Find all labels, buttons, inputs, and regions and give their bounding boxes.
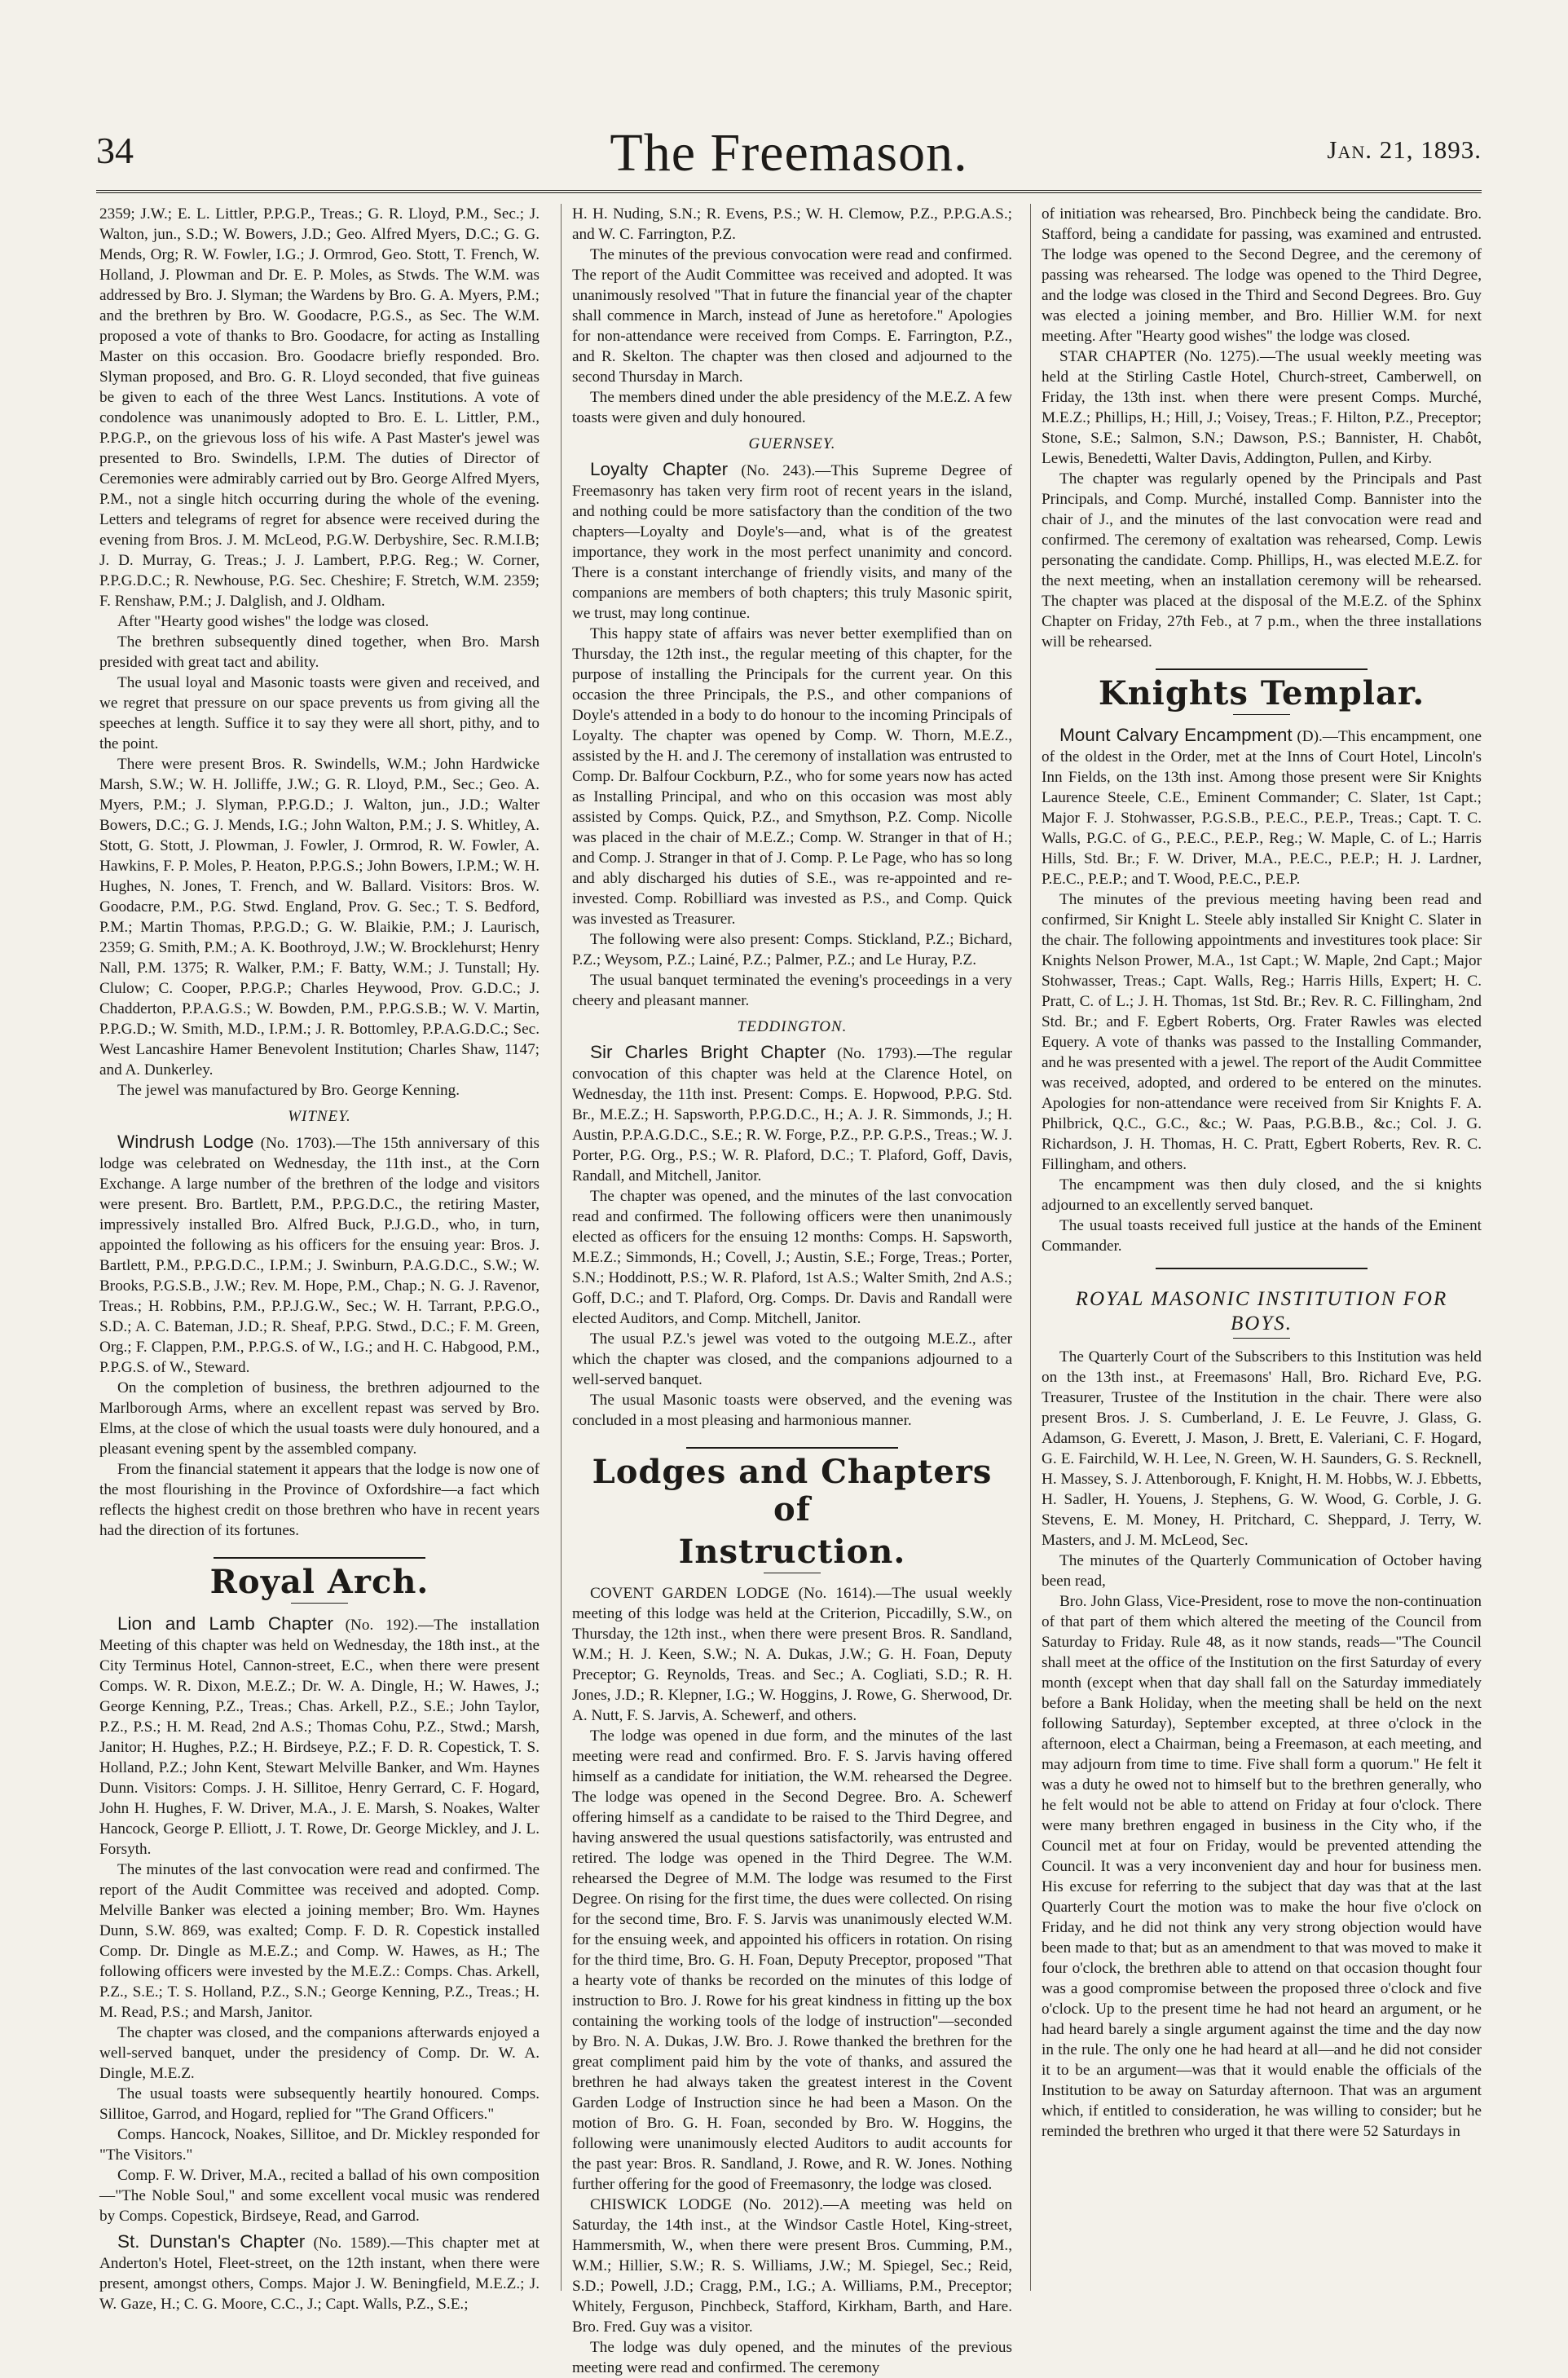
article-paragraph: H. H. Nuding, S.N.; R. Evens, P.S.; W. H. Clemow, P.Z., P.P.G.A.S.; and W. C. Farrington, P.Z. — [572, 205, 1012, 243]
chapter-name: Lion and Lamb Chapter — [117, 1613, 333, 1634]
article-paragraph: The encampment was then duly closed, and the si knights adjourned to an excellently served banquet. — [1042, 1176, 1482, 1214]
column-2 — [572, 204, 1013, 2376]
page-title: The Freemason. — [610, 123, 968, 183]
article-paragraph: The following were also present: Comps. Stickland, P.Z.; Bichard, P.Z.; Weysom, P.Z.; Lainé, P.Z.; Palmer, P.Z.; and Le Huray, P.Z. — [572, 931, 1012, 968]
article-paragraph: COVENT GARDEN LODGE (No. 1614).—The usual weekly meeting of this lodge was held at the Criterion, Piccadilly, S.W., on Thursday, the 12th inst., when there were present Bros. R. Sandland, W.M.; H. J. Keen, S.W.; N. A. Dukas, J.W.; G. H. Foan, Deputy Preceptor; G. Reynolds, Treas. and Sec.; A. Cogliati, S.D.; R. H. Jones, J.D.; R. Klepner, I.G.; W. Hoggins, J. Rowe, G. Sherwood, Dr. A. Nutt, F. S. Jarvis, A. Schewerf, and others. — [572, 1585, 1012, 1724]
chapter-name: Sir Charles Bright Chapter — [590, 1042, 826, 1062]
section-rule — [1156, 1268, 1368, 1269]
lodge-name: Windrush Lodge — [117, 1132, 254, 1152]
article-text: (No. 243).—This Supreme Degree of Freemasonry has taken very firm root of recent years in the island, and nothing could be more satisfactory than the condition of the two chapters—Loyalty and Doyle's—and, what is of the greatest importance, they work in the most perfect unanimity and concord. There is a constant interchange of friendly visits, and many of the companions are members of both chapters; this truly Masonic spirit, we trust, may long continue. — [572, 462, 1013, 622]
article-paragraph — [572, 459, 1012, 624]
article-paragraph: The usual P.Z.'s jewel was voted to the outgoing M.E.Z., after which the chapter was closed, and the companions adjourned to a well-served banquet. — [572, 1330, 1012, 1388]
section-rule — [214, 1557, 425, 1559]
article-paragraph: The minutes of the last convocation were read and confirmed. The report of the Audit Committee was received and adopted. Comp. Melville Banker was elected a joining member; Bro. Wm. Haynes Dunn, S.W. 869, was exalted; Comp. F. D. R. Copestick installed Comp. Dr. Dingle as M.E.Z.; and Comp. W. Hawes, as H.; The following officers were invested by the M.E.Z.: Comps. Chas. Arkell, P.Z., S.E.; T. S. Holland, P.Z., S.N.; George Kenning, P.Z., Treas.; H. M. Read, P.S.; and Marsh, Janitor. — [99, 1861, 540, 2021]
article-text: (D).—This encampment, one of the oldest in the Order, met at the Inns of Court Hotel, Lincoln's Inn Fields, on the 13th inst. Among those present were Sir Knights Laurence Steele, C.E., Eminent Commander; C. Slater, 1st Capt.; Major F. J. Stohwasser, P.G.S.B., P.E.C., P.E.P., Treas.; Capt. T. C. Walls, P.G.C. of G., P.E.C., P.E.P., Reg.; W. Maple, C. of L.; Harris Hills, Std. Br.; F. W. Driver, M.A., P.E.C., P.E.P.; H. J. Lardner, P.E.C., P.E.P.; and T. Wood, P.E.C., P.E.P. — [1042, 728, 1482, 888]
article-paragraph: The minutes of the previous convocation were read and confirmed. The report of the Audit Committee was received and adopted. It was unanimously resolved "That in future the financial year of the chapter shall commence in March, instead of June as heretofore." Apologies for non-attendance were received from Comps. E. Farrington, P.Z., and R. Skelton. The chapter was then closed and adjourned to the second Thursday in March. — [572, 246, 1012, 386]
article-paragraph: Comps. Hancock, Noakes, Sillitoe, and Dr. Mickley responded for "The Visitors." — [99, 2126, 540, 2164]
article-paragraph: Bro. John Glass, Vice-President, rose to move the non-continuation of that part of them which altered the meeting of the Council from Saturday to Friday. Rule 48, as it now stands, reads—"The Council shall meet at the office of the Institution on the first Saturday of every month (except when that day shall fall on the Saturday immediately before a Bank Holiday, when the meeting shall be held on the next following Saturday), September excepted, at three o'clock in the afternoon, elect a Chairman, being a Freemason, at each meeting, and may adjourn from time to time. Five shall form a quorum." He felt it was a duty he owed not to himself but to the brethren generally, who he felt would not be able to attend on Friday at four o'clock. There were many brethren engaged in business in the City who, if the Council met at four on Friday, would be prevented attending the Council. It was a very inconvenient day and hour for business men. His excuse for referring to the subject that day was that at the last Quarterly Court the motion was to make the hour five o'clock on Friday, and he did not think any very strong objection would have been made to that; but as an amendment to that was moved to make it four o'clock, the brethren able to attend on that occasion thought four was a good compromise between the proposed three o'clock and five o'clock. Up to the present time he had not heard an argument, or he had heard barely a single argument against the time and the day now in the rule. The only one he had heard at all—and he did not consider it to be an argument—was that it would enable the officials of the Institution to be away on Saturday afternoon. That was an argument which, if entitled to consideration, he was willing to consider; but he reminded the brethren who urged it that there were 52 Saturdays in — [1042, 1593, 1482, 2140]
article-paragraph: The brethren subsequently dined together, when Bro. Marsh presided with great tact and ability. — [99, 633, 540, 671]
article-text: (No. 1703).—The 15th anniversary of this lodge was celebrated on Wednesday, the 11th inst., at the Corn Exchange. A large number of the brethren of the lodge and visitors were present. Bro. Bartlett, P.M., P.P.G.D.C., the retiring Master, impressively installed Bro. Alfred Buck, P.J.G.D., who, in turn, appointed the following as his officers for the ensuing year: Bros. J. Bartlett, P.M., P.P.G.D.C., I.P.M.; J. Swinburn, P.A.G.D.C., S.W.; W. Brooks, P.G.S.B., J.W.; Rev. M. Hope, P.M., Chap.; N. G. J. Ravenor, Treas.; H. Robbins, P.M., P.P.J.G.W., Sec.; W. H. Tarrant, P.P.G.O., S.D.; A. C. Bateman, J.D.; R. Sheaf, P.P.G. Stwd., D.C.; F. M. Green, Org.; F. Clappen, P.M., P.P.G.S. of W., I.G.; and H. C. Habgood, P.M., P.P.G.S. of W., Steward. — [99, 1135, 540, 1376]
masthead — [96, 122, 1482, 188]
article-paragraph: This happy state of affairs was never better exemplified than on Thursday, the 12th inst., the regular meeting of this chapter, for the purpose of installing the Principals for the current year. On this occasion the three Principals, the P.S., and other companions of Doyle's attended in a body to do honour to the incoming Principals of Loyalty. The chapter was opened by Comp. W. Thorn, M.E.Z., assisted by the H. and J. The ceremony of installation was entrusted to Comp. Dr. Balfour Cockburn, P.Z., who for some years now has acted as Installing Principal, and who on this occasion was most ably assisted by Comps. Quick, P.Z., and Smythson, P.Z. Comp. Nicolle was placed in the chair of M.E.Z.; Comp. W. Stranger in that of H.; and Comp. J. Stranger in that of J. Comp. P. Le Page, who has so long and ably discharged his duties of S.E., was re-appointed and re-invested. Comp. Robilliard was invested as P.S., and Comp. Quick was invested as Treasurer. — [572, 625, 1012, 928]
section-heading: BOYS. — [1231, 1313, 1293, 1335]
article-paragraph: The usual toasts were subsequently heartily honoured. Comps. Sillitoe, Garrod, and Hogard, replied for "The Grand Officers." — [99, 2085, 540, 2123]
article-paragraph: The chapter was regularly opened by the Principals and Past Principals, and Comp. Murché, installed Comp. Bannister into the chair of J., and the minutes of the last convocation were read and confirmed. The ceremony of exaltation was rehearsed, Comp. Lewis personating the candidate. Comp. Phillips, H., was elected M.E.Z. for the next meeting, when an installation ceremony will be rehearsed. The chapter was placed at the disposal of the M.E.Z. of the Sphinx Chapter on Friday, 27th Feb., at 7 p.m., when the three installations will be rehearsed. — [1042, 470, 1482, 651]
article-text: (No. 192).—The installation Meeting of this chapter was held on Wednesday, the 18th inst., at the City Terminus Hotel, Cannon-street, E.C., when there were present Comps. W. R. Dixon, M.E.Z.; Dr. W. A. Dingle, H.; W. Hawes, J.; George Kenning, P.Z., Treas.; Chas. Arkell, P.Z., S.E.; John Taylor, P.Z., P.S.; H. M. Read, 2nd A.S.; Thomas Cohu, P.Z., Stwd.; Marsh, Janitor; H. Hughes, P.Z.; H. Birdseye, P.Z.; F. D. R. Copestick, T. S. Holland, P.Z.; John Kent, Stewart Melville Banker, and Wm. Haynes Dunn. Visitors: Comps. J. H. Sillitoe, Henry Gerrard, C. F. Hogard, John H. Hughes, F. W. Driver, M.A., J. E. Marsh, S. Noakes, Walter Hancock, George P. Elliott, J. T. Rowe, Dr. George Mickley, and J. L. Forsyth. — [99, 1617, 540, 1858]
article-text: (No. 1793).—The regular convocation of this chapter was held at the Clarence Hotel, on Wednesday, the 11th inst. Present: Comps. E. Hopwood, P.P.G. Std. Br., M.E.Z.; H. Sapsworth, P.P.G.D.C., H.; A. J. R. Simmonds, J.; H. Austin, P.P.A.G.D.C., S.E.; R. W. Forge, P.Z., P.P. G.P.S., Treas.; W. J. Porter, P.G. Org., P.S.; W. R. Plaford, D.C.; T. Plaford, Goff, Davis, Randall, and Mitchell, Janitor. — [572, 1045, 1013, 1185]
section-heading-block — [572, 1447, 1012, 1573]
article-paragraph: The usual toasts received full justice at the hands of the Eminent Commander. — [1042, 1217, 1482, 1255]
article-paragraph: 2359; J.W.; E. L. Littler, P.P.G.P., Treas.; G. R. Lloyd, P.M., Sec.; J. Walton, jun., S.D.; W. Bowers, J.D.; Geo. Alfred Myers, D.C.; G. G. Mends, Org; R. W. Fowler, I.G.; J. Ormrod, Geo. Stott, T. French, W. Holland, J. Plowman and Dr. E. P. Moles, as Stwds. The W.M. was addressed by Bro. J. Slyman; the Wardens by Bro. G. A. Myers, P.M.; and the brethren by Bro. W. Goodacre, P.G.S., as Sec. The W.M. proposed a vote of thanks to Bro. Goodacre, for acting as Installing Master on this occasion. Bro. Goodacre briefly responded. Bro. Slyman proposed, and Bro. G. R. Lloyd seconded, that five guineas be given to each of the three West Lancs. Institutions. A vote of condolence was unanimously adopted to Bro. E. L. Littler, P.M., P.P.G.P., on the grievous loss of his wife. A Past Master's jewel was presented to Bro. Swindells, I.P.M. The duties of Director of Ceremonies were admirably carried out by Bro. George Alfred Myers, P.M., not a single hitch occurring during the whole of the evening. Letters and telegrams of regret for absence were received during the evening from Bros. J. M. McLeod, P.G.W. Derbyshire, Sec. R.M.I.B; J. D. Murray, G. Treas.; J. J. Lambert, P.P.G. Reg.; W. Corner, P.P.G.D.C.; R. Newhouse, P.G. Sec. Cheshire; F. Stretch, W.M. 2359; F. Renshaw, P.M.; J. Dalglish, and J. Oldham. — [99, 205, 540, 610]
article-paragraph — [99, 1132, 540, 1378]
place-heading: TEDDINGTON. — [737, 1018, 848, 1035]
article-paragraph: The chapter was closed, and the companions afterwards enjoyed a well-served banquet, under the presidency of Comp. Dr. W. A. Dingle, M.E.Z. — [99, 2024, 540, 2082]
article-paragraph: The lodge was duly opened, and the minutes of the previous meeting were read and confirmed. The ceremony — [572, 2339, 1012, 2376]
column-divider — [561, 204, 562, 2291]
chapter-name: Loyalty Chapter — [590, 459, 729, 479]
page-number: 34 — [96, 130, 134, 171]
article-paragraph: From the financial statement it appears that the lodge is now one of the most flourishing in the Province of Oxfordshire—a fact which reflects the highest credit on those brethren who have in recent years had the direction of its fortunes. — [99, 1461, 540, 1539]
chapter-name: St. Dunstan's Chapter — [117, 2231, 306, 2252]
article-paragraph: After "Hearty good wishes" the lodge was closed. — [117, 613, 429, 630]
place-heading: GUERNSEY. — [748, 435, 836, 452]
article-paragraph — [99, 1613, 540, 1860]
encampment-name: Mount Calvary Encampment — [1059, 725, 1293, 745]
section-heading: Royal Arch. — [209, 1563, 429, 1601]
article-paragraph: CHISWICK LODGE (No. 2012).—A meeting was held on Saturday, the 14th inst., at the Windsor Castle Hotel, King-street, Hammersmith, W., when there were present Bros. Cumming, P.M., W.M.; Hillier, S.W.; R. S. Williams, J.W.; M. Spiegel, Sec.; Reid, S.D.; Powell, J.D.; Cragg, P.M., I.G.; A. Williams, P.M., Preceptor; Whitely, Ferguson, Pinchbeck, Stafford, Kirkham, Barth, and Hare. Bro. Fred. Guy was a visitor. — [572, 2196, 1012, 2336]
section-rule — [1233, 714, 1290, 715]
column-1 — [99, 204, 540, 2313]
article-paragraph: STAR CHAPTER (No. 1275).—The usual weekly meeting was held at the Stirling Castle Hotel, Church-street, Camberwell, on Friday, the 13th inst. when there were present Comps. Murché, M.E.Z.; Phillips, H.; Hill, J.; Voisey, Treas.; F. Hilton, P.Z., Preceptor; Stone, S.E.; Salmon, S.N.; Dawson, P.S.; Bannister, H. Chabôt, Lewis, Benedetti, Walter Davis, Addington, Pullen, and Kirby. — [1042, 348, 1482, 467]
section-heading-block — [99, 1557, 540, 1604]
article-paragraph: Comp. F. W. Driver, M.A., recited a ballad of his own composition—"The Noble Soul," and some excellent vocal music was rendered by Comps. Copestick, Birdseye, Read, and Garrod. — [99, 2167, 540, 2225]
section-rule — [291, 1603, 348, 1604]
section-heading: Lodges and Chapters of — [592, 1453, 993, 1529]
article-paragraph: The jewel was manufactured by Bro. George Kenning. — [117, 1082, 460, 1099]
article-paragraph — [572, 1042, 1012, 1186]
article-paragraph: The usual Masonic toasts were observed, and the evening was concluded in a most pleasing and harmonious manner. — [572, 1392, 1012, 1429]
column-divider — [1030, 204, 1031, 2291]
article-paragraph: The usual banquet terminated the evening's proceedings in a very cheery and pleasant manner. — [572, 972, 1012, 1009]
article-paragraph: of initiation was rehearsed, Bro. Pinchbeck being the candidate. Bro. Stafford, being a candidate for passing, was examined and entrusted. The lodge was opened to the Second Degree, and the ceremony of passing was rehearsed. The lodge was opened to the Third Degree, and the lodge was closed in the Third and Second Degrees. Bro. Guy was elected a joining member, and Bro. Hillier W.M. for next meeting. After "Hearty good wishes" the lodge was closed. — [1042, 205, 1482, 345]
place-heading: WITNEY. — [288, 1108, 351, 1125]
article-paragraph: The lodge was opened in due form, and the minutes of the last meeting were read and confirmed. Bro. F. S. Jarvis having offered himself as a candidate for initiation, the W.M. rehearsed the Degree. The lodge was opened in the Second Degree. Bro. A. Schewerf offering himself as a candidate to be raised to the Third Degree, and having answered the usual questions satisfactorily, was entrusted and retired. The lodge was opened in the Third Degree. The W.M. rehearsed the Degree of M.M. The lodge was resumed to the First Degree. On rising for the first time, the dues were collected. On rising for the second time, Bro. F. S. Jarvis was unanimously elected W.M. for the ensuing week, and appointed his officers in rotation. On rising for the third time, Bro. G. H. Foan, Deputy Preceptor, proposed "That a hearty vote of thanks be recorded on the minutes of this lodge of instruction to Bro. J. Rowe for his great kindness in fitting up the box containing the working tools of the lodge of instruction"—seconded by Bro. N. A. Dukas, J.W. Bro. J. Rowe thanked the brethren for the great compliment paid him by the vote of thanks, and assured the brethren he had always taken the greatest interest in the Covent Garden Lodge of Instruction since he had been a Mason. On the motion of Bro. G. H. Foan, seconded by Bro. W. Hoggins, the following were unanimously elected Auditors to audit accounts for the past year: Bros. R. Sandland, J. Rowe, and R. W. Jones. Nothing further offering for the good of Freemasonry, the lodge was closed. — [572, 1727, 1012, 2193]
article-paragraph: The minutes of the Quarterly Communication of October having been read, — [1042, 1552, 1482, 1590]
section-rule — [1156, 668, 1368, 670]
article-paragraph: On the completion of business, the brethren adjourned to the Marlborough Arms, where an excellent repast was served by Bro. Elms, at the close of which the usual toasts were duly honoured, and a pleasant evening spent by the assembled company. — [99, 1379, 540, 1458]
article-paragraph: The chapter was opened, and the minutes of the last convocation read and confirmed. The following officers were then unanimously elected as officers for the ensuing 12 months: Comps. H. Sapsworth, M.E.Z.; Simmonds, H.; Covell, J.; Austin, S.E.; Forge, Treas.; Porter, S.N.; Hoddinott, P.S.; W. R. Plaford, 1st A.S.; Walter Smith, 2nd A.S.; Goff, D.C.; and T. Plaford, Org. Comps. Dr. Davis and Randall were elected Auditors, and Comp. Mitchell, Janitor. — [572, 1188, 1012, 1327]
column-3 — [1042, 204, 1482, 2291]
article-paragraph: There were present Bros. R. Swindells, W.M.; John Hardwicke Marsh, S.W.; W. H. Jolliffe, J.W.; G. R. Lloyd, P.M., Sec.; Geo. A. Myers, P.M.; J. Slyman, P.P.G.D.; J. Walton, jun., J.D.; Walter Bowers, D.C.; G. J. Mends, I.G.; John Walton, P.M.; J. S. Whitley, A. Stott, G. Stott, J. Plowman, J. Fowler, J. Ormrod, R. W. Fowler, A. Hawkins, F. P. Moles, P. Heaton, P.P.G.S.; John Bowers, I.P.M.; W. H. Hughes, N. Jones, T. French, and W. Ballard. Visitors: Bros. W. Goodacre, P.M., P.G. Stwd. England, Prov. G. Sec.; T. S. Bedford, P.M.; Martin Thomas, P.P.G.D.; G. W. Blaikie, P.M.; J. Laurisch, 2359; G. Smith, P.M.; A. K. Boothroyd, J.W.; W. Brocklehurst; Henry Nall, P.M. 1375; R. Walker, P.M.; F. Batty, W.M.; J. Tunstall; Hy. Clulow; C. Cooper, P.P.G.P.; Charles Heywood, Prov. G.D.C.; J. Chadderton, P.P.A.G.S.; W. Bowden, P.M., P.P.G.S.B.; W. V. Martin, P.P.G.D.; W. Smith, M.D., I.P.M.; J. R. Bottomley, P.P.A.G.D.C.; Sec. West Lancashire Hamer Benevolent Institution; Charles Shaw, 1147; and A. Dunkerley. — [99, 756, 540, 1079]
article-paragraph — [1042, 725, 1482, 889]
masthead-rule — [96, 190, 1482, 193]
section-heading: Instruction. — [678, 1533, 906, 1571]
issue-date: Jan. 21, 1893. — [1327, 135, 1482, 164]
article-paragraph: The minutes of the previous meeting having been read and confirmed, Sir Knight L. Steele ably installed Sir Knight C. Slater in the chair. The following appointments and investitures took place: Sir Knights Nelson Prower, M.A., 1st Capt.; W. Maple, 2nd Capt.; Major Stohwasser, Treas.; Capt. Walls, Reg.; Harris Hills, Expert; H. C. Pratt, C. of L.; J. H. Thomas, 1st Std. Br.; Rev. R. C. Fillingham, 2nd Std. Br.; and F. Egbert Roberts, Org. Frater Rawles was elected Equery. A vote of thanks was passed to the Installing Commander, and he was presented with a jewel. The report of the Audit Committee was received, adopted, and ordered to be entered on the minutes. Apologies for non-attendance were received from Sir Knights F. A. Philbrick, Q.C., G.C., &c.; W. Paas, P.G.B.B., &c.; Col. J. G. Richardson, J. H. Thomas, H. C. Pratt, Egbert Roberts, Rev. R. C. Fillingham, and others. — [1042, 891, 1482, 1173]
article-paragraph: The usual loyal and Masonic toasts were given and received, and we regret that pressure on our space prevents us from giving all the speeches at length. Suffice it to say they were all short, pithy, and to the point. — [99, 674, 540, 752]
article-paragraph: The members dined under the able presidency of the M.E.Z. A few toasts were given and duly honoured. — [572, 389, 1012, 426]
article-paragraph: The Quarterly Court of the Subscribers to this Institution was held on the 13th inst., at Freemasons' Hall, Bro. Richard Eve, P.G. Treasurer, Trustee of the Institution in the chair. There were also present Bros. J. S. Cumberland, J. E. Le Feuvre, J. Glass, G. Adamson, G. Everett, J. Mason, J. Brett, E. Valeriani, C. F. Hogard, G. E. Fairchild, W. H. Lee, N. Green, W. H. Saunders, G. S. Recknell, H. Massey, S. J. Attenborough, F. Knight, H. M. Hobbs, W. J. Ebbetts, H. Sadler, H. Youens, J. Stephens, G. W. Wood, G. Corble, J. G. Stevens, E. M. Money, H. Pritchard, C. Sheppard, J. Terry, W. Masters, and J. M. McLeod, Sec. — [1042, 1348, 1482, 1549]
section-rule — [1233, 1338, 1290, 1339]
article-paragraph — [99, 2231, 540, 2314]
article-text: (No. 1589).—This chapter met at Anderton's Hotel, Fleet-street, on the 12th instant, when there were present, amongst others, Comps. Major J. W. Beningfield, M.E.Z.; J. W. Gaze, H.; C. G. Moore, C.C., J.; Capt. Walls, P.Z., S.E.; — [99, 2235, 540, 2313]
section-heading-block — [1042, 1287, 1482, 1339]
section-heading: Knights Templar. — [1098, 674, 1425, 713]
section-heading: ROYAL MASONIC INSTITUTION FOR — [1075, 1288, 1448, 1310]
section-rule — [686, 1447, 898, 1449]
section-heading-block — [1042, 668, 1482, 715]
